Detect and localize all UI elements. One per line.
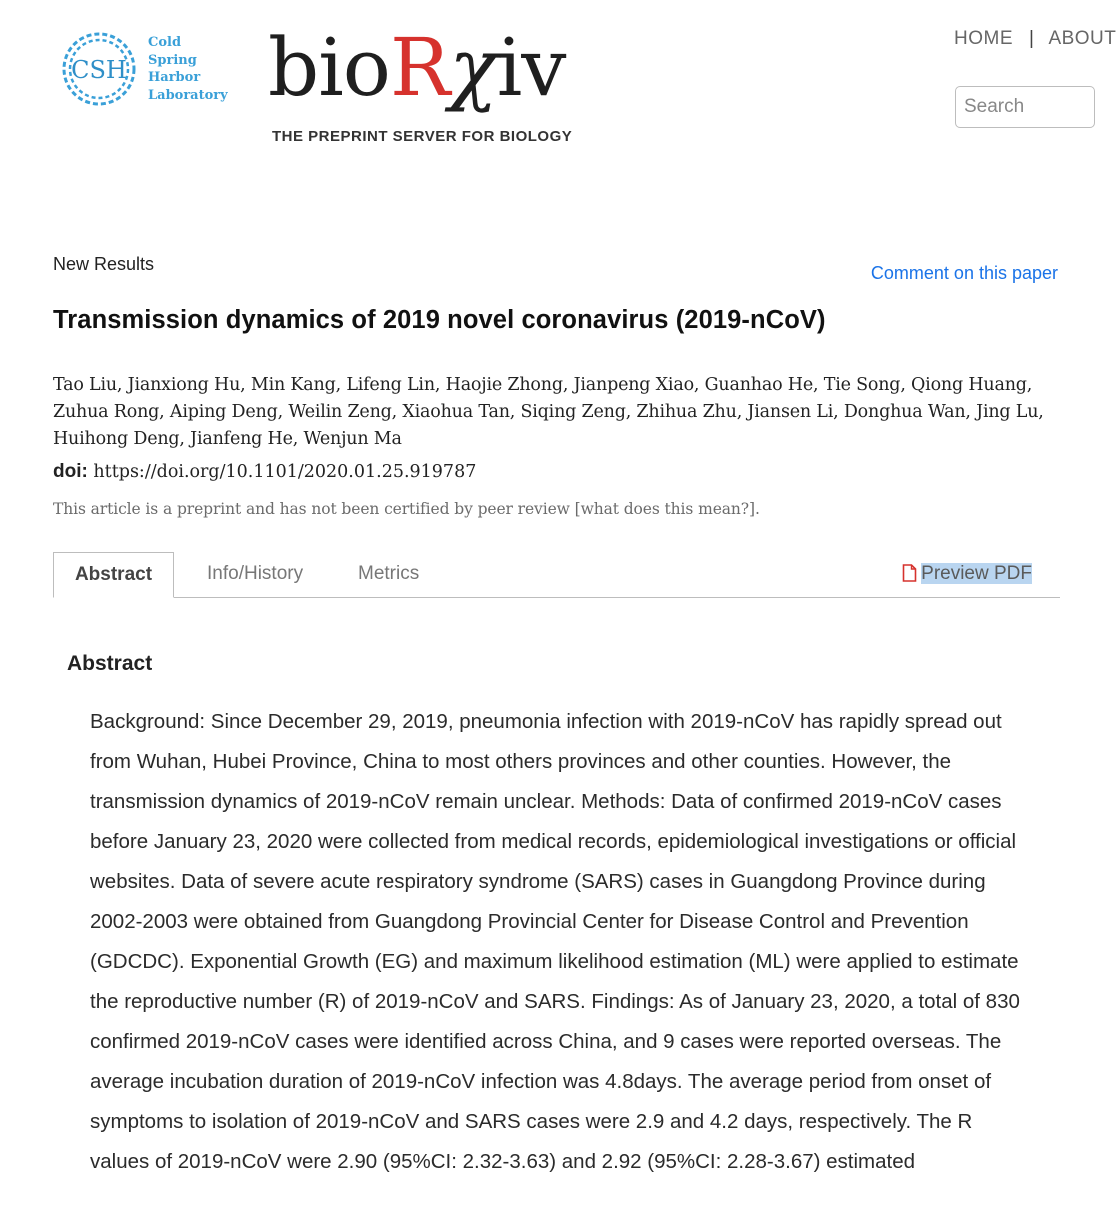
csh-word: Cold <box>148 35 182 50</box>
biorxiv-wordmark-bio: bio <box>268 21 390 114</box>
tab-abstract[interactable]: Abstract <box>53 552 174 598</box>
tab-metrics[interactable]: Metrics <box>358 563 420 584</box>
comment-on-paper-link[interactable]: Comment on this paper <box>870 263 1058 283</box>
disclaimer-period: . <box>754 500 760 518</box>
search-input[interactable] <box>956 87 1102 127</box>
preview-pdf-label: Preview PDF <box>921 563 1032 584</box>
article-section-label: New Results <box>53 254 155 274</box>
csh-word: Spring <box>148 52 197 68</box>
preprint-disclaimer <box>53 500 760 518</box>
csh-monogram: CSH <box>71 56 127 84</box>
nav-about-link[interactable]: ABOUT <box>1048 28 1116 49</box>
article-tabs <box>53 552 1060 598</box>
nav-separator: | <box>1029 28 1035 49</box>
preview-pdf-link[interactable] <box>902 552 1032 597</box>
author-list: Tao Liu, Jianxiong Hu, Min Kang, Lifeng Lin, Haojie Zhong, Jianpeng Xiao, Guanhao He, Tie Song, Qiong Huang, Zuhua Rong, Aiping Deng, Weilin Zeng, Xiaohua Tan, Siqing Zeng, Zhihua Zhu, Jiansen Li, Donghua Wan, Jing Lu, Huihong Deng, Jianfeng He, Wenjun Ma <box>53 375 1044 449</box>
what-does-this-mean-link[interactable]: [what does this mean?] <box>574 500 755 518</box>
nav-home-link[interactable]: HOME <box>954 28 1013 49</box>
csh-word: Laboratory <box>148 87 228 103</box>
pdf-file-icon <box>902 564 917 582</box>
biorxiv-logo[interactable] <box>268 18 608 158</box>
search-box[interactable] <box>955 86 1095 128</box>
doi-link[interactable]: https://doi.org/10.1101/2020.01.25.919787 <box>93 462 477 482</box>
biorxiv-wordmark-iv: iv <box>496 21 566 114</box>
csh-word: Harbor <box>148 70 201 85</box>
preprint-disclaimer-text: This article is a preprint and has not been certified by peer review <box>53 500 570 518</box>
doi-line <box>53 461 476 483</box>
biorxiv-wordmark-chi: χ <box>449 21 497 114</box>
abstract-heading: Abstract <box>67 652 153 675</box>
top-nav <box>954 28 1116 50</box>
doi-label: doi: <box>53 461 88 482</box>
csh-helix-icon <box>54 28 146 114</box>
biorxiv-wordmark-r: R <box>389 21 450 114</box>
csh-wordmark <box>148 34 228 104</box>
tab-info-history[interactable]: Info/History <box>207 563 304 584</box>
abstract-text: Background: Since December 29, 2019, pneumonia infection with 2019-nCoV has rapidly spread out from Wuhan, Hubei Province, China to most others provinces and other counties. However, the transmission dynamics of 2019-nCoV remain unclear. Methods: Data of confirmed 2019-nCoV cases before January 23, 2020 were collected from medical records, epidemiological investigations or official websites. Data of severe acute respiratory syndrome (SARS) cases in Guangdong Province during 2002-2003 were obtained from Guangdong Provincial Center for Disease Control and Prevention (GDCDC). Exponential Growth (EG) and maximum likelihood estimation (ML) were applied to estimate the reproductive number (R) of 2019-nCoV and SARS. Findings: As of January 23, 2020, a total of 830 confirmed 2019-nCoV cases were identified across China, and 9 cases were reported overseas. The average incubation duration of 2019-nCoV infection was 4.8days. The average period from onset of symptoms to isolation of 2019-nCoV and SARS cases were 2.9 and 4.2 days, respectively. The R values of 2019-nCoV were 2.90 (95%CI: 2.32-3.63) and 2.92 (95%CI: 2.28-3.67) estimated <box>90 710 1020 1173</box>
biorxiv-tagline: THE PREPRINT SERVER FOR BIOLOGY <box>272 128 573 145</box>
biorxiv-wordmark <box>268 18 565 118</box>
csh-logo[interactable] <box>54 28 234 114</box>
article-title: Transmission dynamics of 2019 novel coronavirus (2019-nCoV) <box>53 306 826 334</box>
